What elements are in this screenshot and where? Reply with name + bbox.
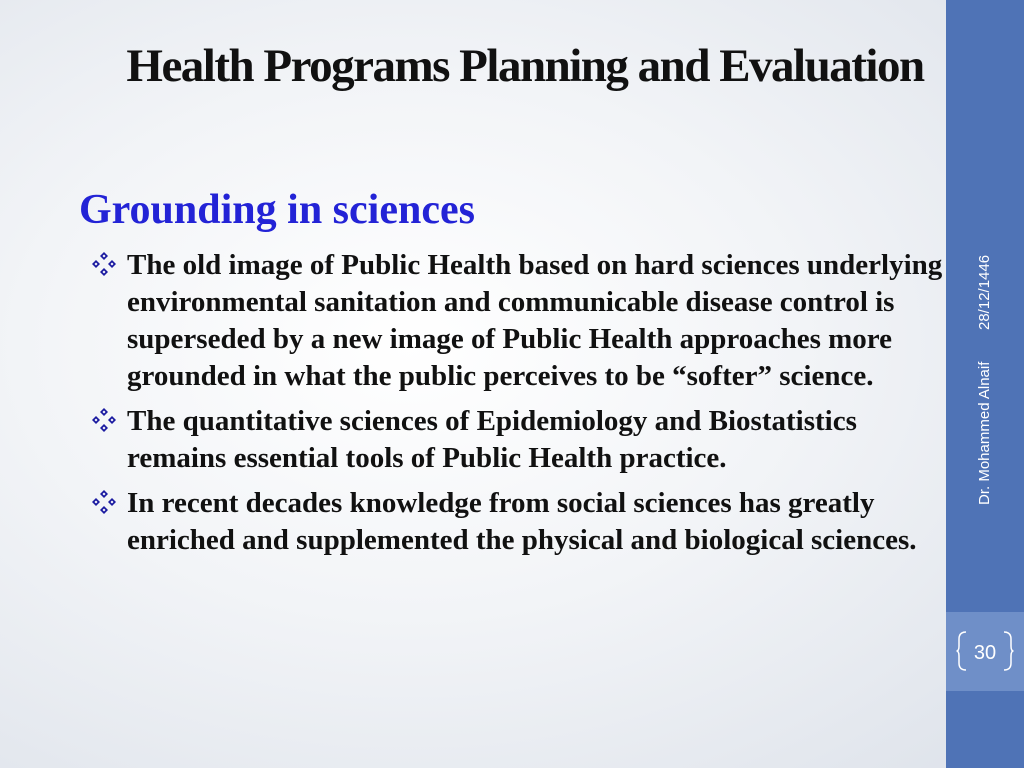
diamond-bullet-icon [90,406,118,434]
bullet-item [90,247,950,395]
page-number-box [946,612,1024,691]
bullet-list [90,247,950,567]
bullet-text: The quantitative sciences of Epidemiology and Biostatistics remains essential tools of Public Health practice. [127,405,857,474]
slide-title: Health Programs Planning and Evaluation [126,40,924,92]
slide-author: Dr. Mohammed Alnaif [976,361,993,505]
diamond-bullet-icon [90,250,118,278]
page-number: 30 [973,642,997,664]
bullet-text: In recent decades knowledge from social sciences has greatly enriched and supplemented the physical and biological sciences. [127,487,917,556]
bullet-text: The old image of Public Health based on hard sciences underlying environmental sanitation and communicable disease control is superseded by a new image of Public Health approaches more grounded in what the public perceives to be “softer” science. [127,249,943,392]
bullet-item [90,485,950,559]
diamond-bullet-icon [90,488,118,516]
slide-date: 28/12/1446 [976,254,993,330]
slide-subtitle: Grounding in sciences [79,187,475,233]
bullet-item [90,403,950,477]
